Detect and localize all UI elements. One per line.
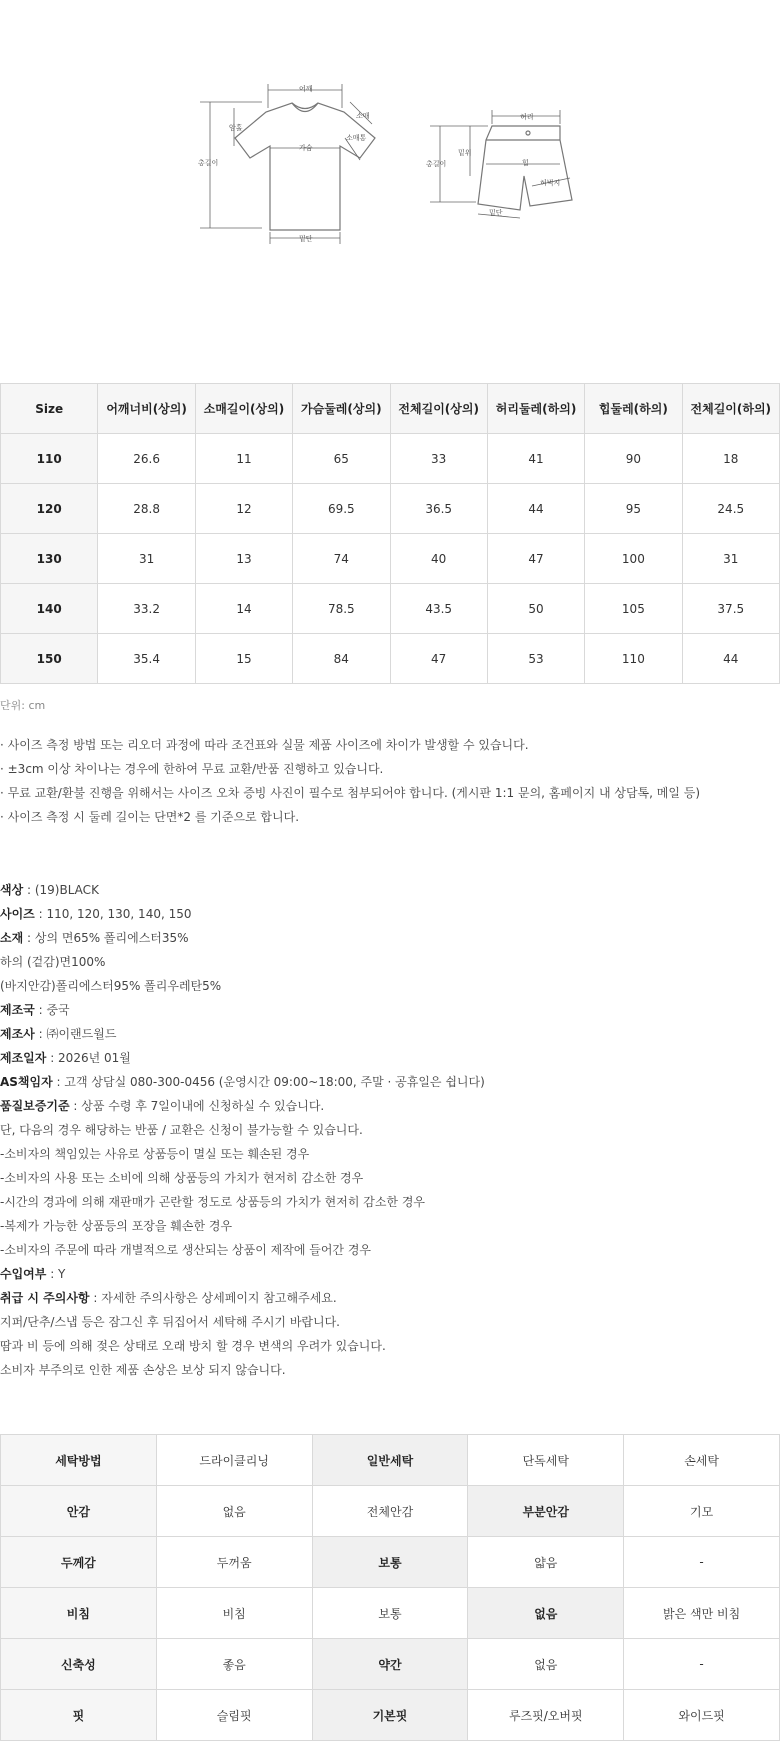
spec-line (0, 1000, 780, 1024)
spec-value: -소비자의 사용 또는 소비에 의해 상품등의 가치가 현저히 감소한 경우 (0, 1171, 364, 1185)
label-sleeve: 소매 (356, 112, 370, 120)
waist-col-header: 허리둘레(하의) (487, 384, 584, 434)
spec-value: 단, 다음의 경우 해당하는 반품 / 교환은 신청이 불가능할 수 있습니다. (0, 1123, 363, 1137)
attribute-option: - (624, 1537, 780, 1588)
spec-line (0, 1240, 780, 1264)
spec-value: (바지안감)폴리에스터95% 폴리우레탄5% (0, 979, 222, 993)
label-sleeve-width: 소매통 (346, 134, 367, 142)
table-cell: 53 (487, 634, 584, 684)
shorts-illustration (478, 126, 572, 210)
table-cell: 47 (487, 534, 584, 584)
spec-value: : Y (46, 1267, 66, 1281)
spec-line (0, 1168, 780, 1192)
spec-value: : 2026년 01월 (46, 1051, 131, 1065)
spec-key: 제조일자 (0, 1051, 47, 1065)
spec-value: 소비자 부주의로 인한 제품 손상은 보상 되지 않습니다. (0, 1363, 286, 1377)
measurement-diagram-svg (0, 0, 780, 384)
spec-key: AS책임자 (0, 1075, 53, 1089)
size-cell: 140 (1, 584, 98, 634)
attribute-row (1, 1435, 780, 1486)
label-hem-top: 밑단 (299, 235, 313, 243)
table-cell: 12 (195, 484, 292, 534)
spec-value: 땀과 비 등에 의해 젖은 상태로 오래 방치 할 경우 변색의 우려가 있습니다. (0, 1339, 386, 1353)
table-cell: 31 (682, 534, 779, 584)
table-cell: 31 (98, 534, 195, 584)
table-cell: 36.5 (390, 484, 487, 534)
table-cell: 24.5 (682, 484, 779, 534)
spec-line (0, 1192, 780, 1216)
table-cell: 90 (585, 434, 682, 484)
table-cell: 65 (293, 434, 390, 484)
attribute-label: 안감 (1, 1486, 157, 1537)
label-total-length-bottom: 총길이 (426, 160, 447, 168)
attribute-option: 와이드핏 (624, 1690, 780, 1741)
spec-value: : 중국 (34, 1003, 70, 1017)
spec-value: : 상의 면65% 폴리에스터35% (23, 931, 189, 945)
table-cell: 35.4 (98, 634, 195, 684)
attribute-label: 세탁방법 (1, 1435, 157, 1486)
spec-line (0, 1120, 780, 1144)
spec-line (0, 1144, 780, 1168)
attribute-option: 없음 (468, 1639, 624, 1690)
table-cell: 84 (293, 634, 390, 684)
attribute-option-selected: 일반세탁 (312, 1435, 468, 1486)
table-cell: 40 (390, 534, 487, 584)
bottom-length-col-header: 전체길이(하의) (682, 384, 779, 434)
note-item: · 무료 교환/환불 진행을 위해서는 사이즈 오차 증빙 사진이 필수로 첨부되어야 합니다. (게시판 1:1 문의, 홈페이지 내 상담톡, 메일 등) (0, 786, 701, 800)
attribute-option-selected: 부분안감 (468, 1486, 624, 1537)
attribute-option: 얇음 (468, 1537, 624, 1588)
spec-key: 품질보증기준 (0, 1099, 70, 1113)
table-cell: 18 (682, 434, 779, 484)
attribute-option: 밝은 색만 비침 (624, 1588, 780, 1639)
product-specs (0, 880, 780, 1384)
label-waist: 허리 (520, 113, 534, 121)
spec-value: : 상품 수령 후 7일이내에 신청하실 수 있습니다. (69, 1099, 325, 1113)
spec-line (0, 1216, 780, 1240)
attribute-option: 비침 (156, 1588, 312, 1639)
table-cell: 47 (390, 634, 487, 684)
table-row (1, 634, 780, 684)
table-cell: 43.5 (390, 584, 487, 634)
fabric-attribute-table (0, 1434, 780, 1741)
size-cell: 120 (1, 484, 98, 534)
attribute-label: 비침 (1, 1588, 157, 1639)
spec-line (0, 1336, 780, 1360)
table-cell: 28.8 (98, 484, 195, 534)
table-cell: 100 (585, 534, 682, 584)
table-cell: 50 (487, 584, 584, 634)
size-cell: 130 (1, 534, 98, 584)
table-cell: 69.5 (293, 484, 390, 534)
attribute-option: 드라이클리닝 (156, 1435, 312, 1486)
attribute-row (1, 1690, 780, 1741)
attribute-option: 전체안감 (312, 1486, 468, 1537)
spec-key: 취급 시 주의사항 (0, 1291, 90, 1305)
note-item: · 사이즈 측정 시 둘레 길이는 단면*2 를 기준으로 합니다. (0, 810, 300, 824)
tshirt-measure-lines (200, 84, 372, 244)
spec-value: : 고객 상담실 080-300-0456 (운영시간 09:00~18:00, 주말 · 공휴일은 쉽니다) (52, 1075, 485, 1089)
spec-line (0, 1360, 780, 1384)
table-row (1, 484, 780, 534)
size-col-header: Size (1, 384, 98, 434)
spec-value: -소비자의 주문에 따라 개별적으로 생산되는 상품이 제작에 들어간 경우 (0, 1243, 372, 1257)
spec-line (0, 976, 780, 1000)
spec-value: -복제가 가능한 상품등의 포장을 훼손한 경우 (0, 1219, 233, 1233)
table-cell: 15 (195, 634, 292, 684)
table-cell: 11 (195, 434, 292, 484)
size-table (0, 383, 780, 684)
table-cell: 44 (682, 634, 779, 684)
shoulder-col-header: 어깨너비(상의) (98, 384, 195, 434)
attribute-label: 두께감 (1, 1537, 157, 1588)
label-rise: 밑위 (458, 149, 472, 157)
size-cell: 150 (1, 634, 98, 684)
spec-line (0, 952, 780, 976)
size-table-header-row (1, 384, 780, 434)
attribute-option: 손세탁 (624, 1435, 780, 1486)
spec-value: : 자세한 주의사항은 상세페이지 참고해주세요. (89, 1291, 337, 1305)
attribute-option: 두꺼움 (156, 1537, 312, 1588)
spec-key: 사이즈 (0, 907, 35, 921)
spec-key: 제조국 (0, 1003, 35, 1017)
size-notes (0, 735, 780, 831)
label-thigh: 허벅지 (540, 179, 561, 187)
spec-key: 색상 (0, 883, 24, 897)
attribute-option: - (624, 1639, 780, 1690)
table-cell: 78.5 (293, 584, 390, 634)
spec-line (0, 904, 780, 928)
table-row (1, 434, 780, 484)
spec-value: : 110, 120, 130, 140, 150 (34, 907, 192, 921)
spec-value: -소비자의 책임있는 사유로 상품등이 멸실 또는 훼손된 경우 (0, 1147, 310, 1161)
table-cell: 37.5 (682, 584, 779, 634)
table-cell: 26.6 (98, 434, 195, 484)
attribute-option-selected: 없음 (468, 1588, 624, 1639)
spec-line (0, 1312, 780, 1336)
attribute-option-selected: 약간 (312, 1639, 468, 1690)
spec-line (0, 1288, 780, 1312)
top-length-col-header: 전체길이(상의) (390, 384, 487, 434)
tshirt-illustration (235, 103, 375, 230)
attribute-option: 없음 (156, 1486, 312, 1537)
attribute-option: 단독세탁 (468, 1435, 624, 1486)
spec-line (0, 1096, 780, 1120)
attribute-option: 루즈핏/오버핏 (468, 1690, 624, 1741)
spec-line (0, 1048, 780, 1072)
spec-value: 하의 (겉감)면100% (0, 955, 106, 969)
attribute-option-selected: 보통 (312, 1537, 468, 1588)
attribute-row (1, 1537, 780, 1588)
size-cell: 110 (1, 434, 98, 484)
table-cell: 13 (195, 534, 292, 584)
spec-value: -시간의 경과에 의해 재판매가 곤란할 정도로 상품등의 가치가 현저히 감소한 경우 (0, 1195, 426, 1209)
measurement-diagram (0, 0, 780, 384)
table-row (1, 534, 780, 584)
table-cell: 95 (585, 484, 682, 534)
spec-key: 소재 (0, 931, 24, 945)
label-hip: 힙 (522, 159, 529, 167)
spec-key: 제조사 (0, 1027, 35, 1041)
spec-value: : (19)BLACK (23, 883, 99, 897)
attribute-option: 보통 (312, 1588, 468, 1639)
attribute-label: 신축성 (1, 1639, 157, 1690)
label-hem-bottom: 밑단 (489, 209, 503, 217)
table-row (1, 584, 780, 634)
attribute-row (1, 1639, 780, 1690)
spec-line (0, 928, 780, 952)
unit-label: 단위: cm (0, 699, 46, 712)
spec-value: : ㈜이랜드월드 (34, 1027, 117, 1041)
spec-line (0, 1024, 780, 1048)
label-chest: 가슴 (299, 144, 313, 152)
table-cell: 44 (487, 484, 584, 534)
note-item: · ±3cm 이상 차이나는 경우에 한하여 무료 교환/반품 진행하고 있습니다. (0, 762, 384, 776)
chest-col-header: 가슴둘레(상의) (293, 384, 390, 434)
spec-line (0, 880, 780, 904)
table-cell: 74 (293, 534, 390, 584)
attribute-row (1, 1588, 780, 1639)
label-total-length-top: 총길이 (198, 159, 219, 167)
spec-line (0, 1264, 780, 1288)
note-item: · 사이즈 측정 방법 또는 리오더 과정에 따라 조건표와 실물 제품 사이즈에 차이가 발생할 수 있습니다. (0, 738, 529, 752)
spec-line (0, 1072, 780, 1096)
hip-col-header: 힙둘레(하의) (585, 384, 682, 434)
attribute-option: 좋음 (156, 1639, 312, 1690)
table-cell: 105 (585, 584, 682, 634)
label-armhole: 암홀 (229, 124, 243, 132)
sleeve-col-header: 소매길이(상의) (195, 384, 292, 434)
table-cell: 33 (390, 434, 487, 484)
attribute-row (1, 1486, 780, 1537)
table-cell: 33.2 (98, 584, 195, 634)
table-cell: 41 (487, 434, 584, 484)
attribute-label: 핏 (1, 1690, 157, 1741)
spec-key: 수입여부 (0, 1267, 47, 1281)
attribute-option: 슬림핏 (156, 1690, 312, 1741)
spec-value: 지퍼/단추/스냅 등은 잠그신 후 뒤집어서 세탁해 주시기 바랍니다. (0, 1315, 340, 1329)
table-cell: 110 (585, 634, 682, 684)
attribute-option: 기모 (624, 1486, 780, 1537)
table-cell: 14 (195, 584, 292, 634)
label-shoulder: 어깨 (299, 85, 313, 93)
attribute-option-selected: 기본핏 (312, 1690, 468, 1741)
